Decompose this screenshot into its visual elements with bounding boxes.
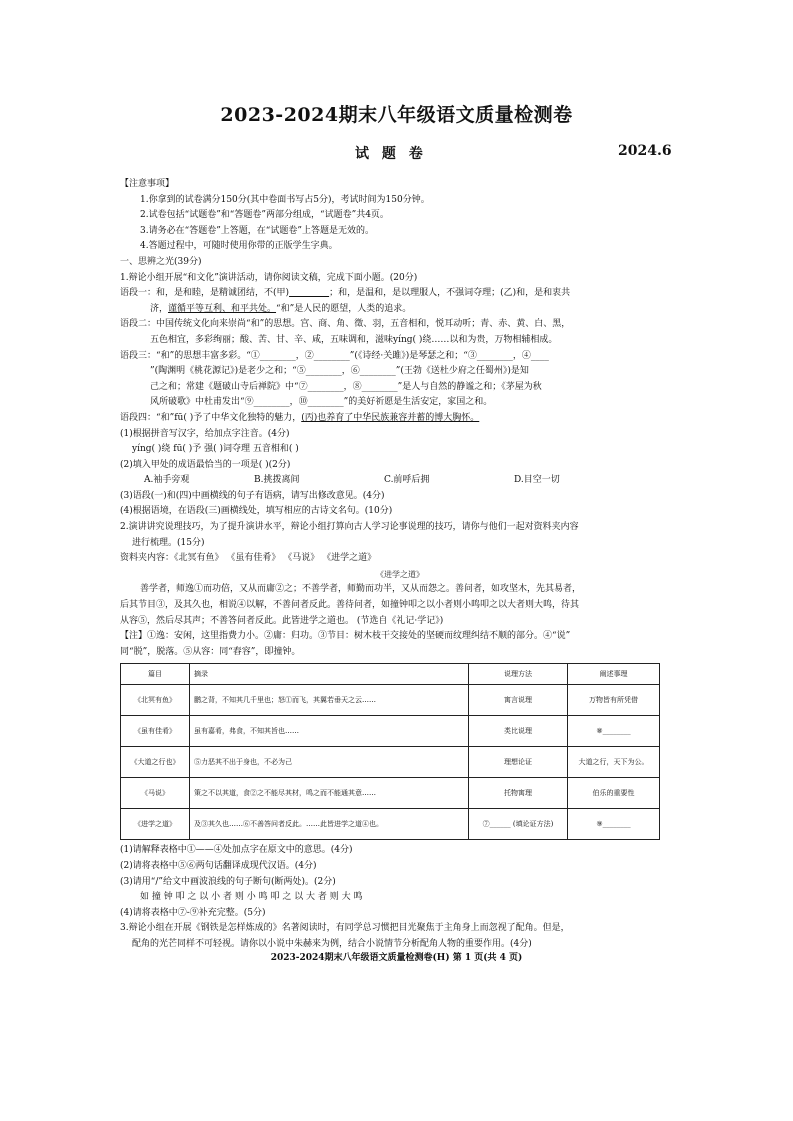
passage-line-3: 从容⑤，然后尽其声；不善答问者反此。此皆进学之道也。 (节选自《礼记·学记》) xyxy=(120,615,444,626)
table-header-cell: 说理方法 xyxy=(469,664,568,685)
q1-sub1: (1)根据拼音写汉字，给加点字注音。(4分) xyxy=(120,428,290,439)
table-row xyxy=(121,747,660,778)
q1-intro: 1.辩论小组开展“和文化”演讲活动，请你阅读文稿，完成下面小题。(20分) xyxy=(120,272,418,283)
q2-sub1: (1)请解释表格中①——④处加点字在原文中的意思。(4分) xyxy=(120,845,353,856)
page-footer: 2023-2024期末八年级语文质量检测卷(H) 第 1 页(共 4 页) xyxy=(270,953,523,963)
q3-line-2: 配角的光芒同样不可轻视。请你以小说中朱赫来为例，结合小说情节分析配角人物的重要作用。(4分) xyxy=(132,938,532,949)
table-cell: 鹏之背，不知其几千里也；怒①而飞，其翼若垂天之云…… xyxy=(190,685,469,716)
q1-para2-line1: 语段二：中国传统文化向来崇尚“和”的思想。宫、商、角、徵、羽，五音相和，悦耳动听；青、赤、黄、白、黑， xyxy=(120,319,571,330)
table-row xyxy=(121,809,660,840)
table-cell: 《进学之道》 xyxy=(121,809,190,840)
table-header-cell: 篇目 xyxy=(121,664,190,685)
table-cell: 《虽有佳肴》 xyxy=(121,716,190,747)
table-cell: 大道之行，天下为公。 xyxy=(568,747,660,778)
q1-para4-a: 语段四：“和”fū( )予了中华文化独特的魅力， xyxy=(120,412,302,423)
table-cell: 万物皆有所凭借 xyxy=(568,685,660,716)
passage-title: 《进学之道》 xyxy=(376,569,424,579)
q2-intro-2: 进行梳理。(15分) xyxy=(132,537,205,548)
table-row xyxy=(121,716,660,747)
section-heading: 一、思辨之光(39分) xyxy=(120,256,202,267)
blank-jia[interactable] xyxy=(289,288,329,298)
passage-line-1: 善学者，师逸①而功倍，又从而庸②之；不善学者，师勤而功半，又从而怨之。善问者，如攻坚木，先其易者， xyxy=(140,584,582,595)
exam-title: 2023-2024期末八年级语文质量检测卷 xyxy=(220,104,573,126)
q1-para1-underlined: 谨循平等互利、和平共处。 xyxy=(168,303,277,314)
table-cell: 伯乐的重要性 xyxy=(568,778,660,809)
option-c[interactable]: C.前呼后拥 xyxy=(384,475,430,486)
q1-para1-b: ；和，是温和，是以理服人，不强词夺理；(乙)和，是和衷共 xyxy=(329,288,571,299)
table-cell[interactable]: ⑧________ xyxy=(568,716,660,747)
option-d[interactable]: D.目空一切 xyxy=(514,475,560,486)
q1-para4 xyxy=(120,411,680,427)
notice-item-1: 1.你拿到的试卷满分150分(其中卷面书写占5分)，考试时间为150分钟。 xyxy=(140,194,430,205)
option-b[interactable]: B.挑拨离间 xyxy=(254,475,300,486)
q1-para2-line2: 五色相宜，多彩绚丽；酸、苦、甘、辛、咸，五味调和，滋味yíng( )绕……以和为贵，万物相辅相成。 xyxy=(150,334,558,345)
exam-subtitle: 试 题 卷 xyxy=(355,146,427,162)
q1-para3-line2: ”(陶渊明《桃花源记》)是老少之和；“⑤________，⑥________”(王勃《送杜少府之任蜀州》)是知 xyxy=(150,366,529,377)
q2-sub3-line: 如 撞 钟 叩 之 以 小 者 则 小 鸣 叩 之 以 大 者 则 大 鸣 xyxy=(140,892,363,903)
q1-sub4: (4)根据语境，在语段(三)画横线处，填写相应的古诗文名句。(10分) xyxy=(120,506,393,517)
table-cell: ⑤力恶其不出于身也，不必为己 xyxy=(190,747,469,778)
table-cell: 托物寓理 xyxy=(469,778,568,809)
q2-sub3: (3)请用“/”给文中画波浪线的句子断句(断两处)。(2分) xyxy=(120,876,336,887)
notice-item-2: 2.试卷包括“试题卷”和“答题卷”两部分组成，“试题卷”共4页。 xyxy=(140,210,389,221)
q1-para1-c-post: “和”是人民的愿望，人类的追求。 xyxy=(276,303,412,314)
q1-para3-line4: 风所破歌》中杜甫发出“⑨________，⑩________”的美好祈愿是生活安定，家国之和。 xyxy=(150,397,493,408)
q1-para1-a: 语段一：和，是和睦，是精诚团结，不(甲) xyxy=(120,288,290,299)
table-cell: 《马说》 xyxy=(121,778,190,809)
q1-para3-line3: 己之和；常建《题破山寺后禅院》中“⑦________，⑧________”是人与自然的静谧之和；《茅屋为秋 xyxy=(150,381,542,392)
q1-para3-line1: 语段三：“和”的思想丰富多彩。“①________，②________”(《诗经·关雎》)是琴瑟之和；“③________，④____ xyxy=(120,350,549,361)
option-a[interactable]: A.袖手旁观 xyxy=(144,475,190,486)
q2-intro: 2.演讲讲究说理技巧，为了提升演讲水平，辩论小组打算向古人学习论事说理的技巧，请你与他们一起对资料夹内容 xyxy=(120,522,579,533)
table-cell[interactable]: ⑦______ (填论证方法) xyxy=(469,809,568,840)
table-row xyxy=(121,778,660,809)
table-cell: 类比说理 xyxy=(469,716,568,747)
table-cell: 策之不以其道，食②之不能尽其材，鸣之而不能通其意…… xyxy=(190,778,469,809)
table-cell: 理想论证 xyxy=(469,747,568,778)
note-line-1: 【注】①逸：安闲，这里指费力小。②庸：归功。③节目：树木枝干交接处的坚硬而纹理纠结不顺的部分。④“说” xyxy=(120,631,571,642)
table-header-cell: 摘录 xyxy=(190,664,469,685)
q1-para4-underlined: (丙)也养育了中华民族兼容并蓄的博大胸怀。 xyxy=(301,412,480,423)
passage-line-2: 后其节目③，及其久也，相说④以解，不善问者反此。善待问者，如撞钟叩之以小者则小鸣叩之以大者则大鸣，待其 xyxy=(120,600,580,611)
q1-para1-line1 xyxy=(120,286,680,302)
table-cell: 及③其久也……⑥不善答问者反此。……此皆进学之道④也。 xyxy=(190,809,469,840)
q1-sub3: (3)语段(一)和(四)中画横线的句子有语病，请写出修改意见。(4分) xyxy=(120,490,385,501)
note-line-2: 同“脱”，脱落。⑤从容：同“舂容”，即撞钟。 xyxy=(120,646,301,657)
q1-sub1-line: yíng( )绕 fū( )予 强( )词夺理 五音相和( ) xyxy=(132,444,299,455)
q1-para1-line2 xyxy=(120,302,680,318)
q1-sub2: (2)填入甲处的成语最恰当的一项是( )(2分) xyxy=(120,459,291,470)
table-cell: 《大道之行也》 xyxy=(121,747,190,778)
q1-para1-c-pre: 济， xyxy=(150,303,169,314)
notice-item-4: 4.答题过程中，可随时使用你带的正版学生字典。 xyxy=(140,241,338,252)
table-cell: 《北冥有鱼》 xyxy=(121,685,190,716)
exam-body xyxy=(120,177,680,953)
table-cell[interactable]: ⑨________ xyxy=(568,809,660,840)
notice-item-3: 3.请务必在“答题卷”上答题，在“试题卷”上答题是无效的。 xyxy=(140,225,374,236)
table-row xyxy=(121,685,660,716)
table-cell: 虽有嘉肴，弗食，不知其旨也…… xyxy=(190,716,469,747)
q3-line-1: 3.辩论小组在开展《钢铁是怎样炼成的》名著阅读时，有同学总习惯把目光聚焦于主角身上而忽视了配角。但是， xyxy=(120,923,570,934)
summary-table xyxy=(120,663,660,840)
table-cell: 寓言说理 xyxy=(469,685,568,716)
exam-date: 2024.6 xyxy=(618,143,672,159)
q2-sub4: (4)请将表格中⑦-⑨补充完整。(5分) xyxy=(120,907,266,918)
q2-folder: 资料夹内容：《北冥有鱼》 《虽有佳肴》 《马说》 《进学之道》 xyxy=(120,553,377,564)
notice-heading: 【注意事项】 xyxy=(120,179,175,189)
table-header-row xyxy=(121,664,660,685)
q1-options xyxy=(120,473,680,489)
table-header-cell: 阐述事理 xyxy=(568,664,660,685)
q2-sub2: (2)请将表格中⑤⑥两句话翻译成现代汉语。(4分) xyxy=(120,861,317,871)
